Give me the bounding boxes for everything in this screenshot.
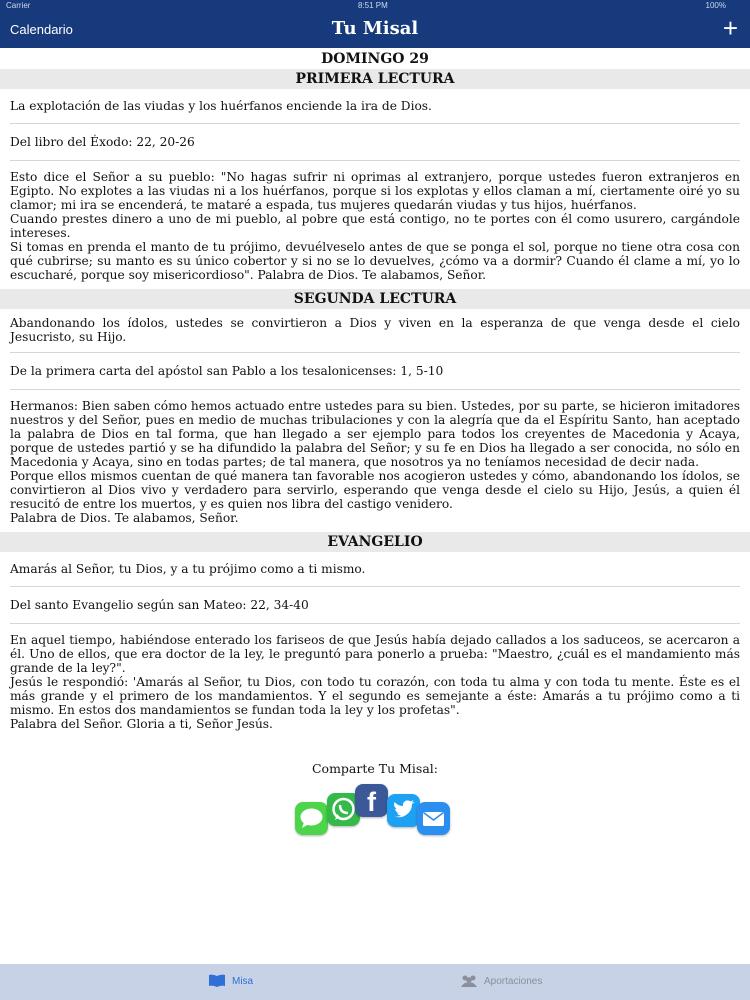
status-battery: 100% [705, 1, 726, 10]
second-reading-summary: Abandonando los ídolos, ustedes se convirtieron a Dios y viven en la esperanza de que venga desde el cielo Jesucristo, su Hijo. [10, 316, 740, 344]
nav-bar [0, 12, 750, 48]
calendar-button[interactable]: Calendario [10, 22, 73, 37]
share-icons [295, 787, 455, 840]
first-reading-text: Esto dice el Señor a su pueblo: "No hagas sufrir ni oprimas al extranjero, porque ustedes fueron extranjeros en Egipto. No explotes a las viudas ni a los huérfanos, porque si los explotas y ellos claman a mí, ciertamente oiré yo su clamor; mi ira se encenderá, te mataré a espada, tus mujeres quedarán viudas y tus hijos, huérfanos. Cuando prestes dinero a uno de mi pueblo, al pobre que está contigo, no te portes con él como usurero, cargándole intereses. Si tomas en prenda el manto de tu prójimo, devuélveselo antes de que se ponga el sol, porque no tiene otra cosa con qué cubrirse; su manto es su único cobertor y si no se lo devuelves, ¿cómo va a dormir? Cuando él clame a mí, yo lo escucharé, porque soy misericordioso". Palabra de Dios. Te alabamos, Señor. [10, 170, 740, 282]
tab-aportaciones-label: Aportaciones [484, 975, 543, 987]
gospel-reference: Del santo Evangelio según san Mateo: 22, 34-40 [10, 598, 309, 612]
app-title: Tu Misal [331, 18, 419, 39]
first-reading-summary: La explotación de las viudas y los huérfanos enciende la ira de Dios. [10, 99, 432, 113]
tab-aportaciones[interactable] [460, 974, 542, 988]
status-bar [0, 0, 750, 12]
first-reading-reference: Del libro del Éxodo: 22, 20-26 [10, 135, 195, 149]
readings-scroll[interactable] [0, 48, 750, 964]
second-reading-header: SEGUNDA LECTURA [0, 289, 750, 309]
share-label: Comparte Tu Misal: [311, 761, 438, 776]
gospel-text: En aquel tiempo, habiéndose enterado los fariseos de que Jesús había dejado callados a los saduceos, se acercaron a él. Uno de ellos, que era doctor de la ley, le preguntó para ponerlo a prueba: "Maestro, ¿cuál es el mandamiento más grande de la ley?". Jesús le respondió: 'Amarás al Señor, tu Dios, con todo tu corazón, con toda tu alma y con toda tu mente. Éste es el más grande y el primero de los mandamientos. Y el segundo es semejante a éste: Amarás a tu prójimo como a ti mismo. En estos dos mandamientos se fundan toda la ley y los profetas". Palabra del Señor. Gloria a ti, Señor Jesús. [10, 633, 740, 731]
people-icon [460, 974, 478, 988]
mail-icon[interactable] [417, 802, 450, 835]
day-title: DOMINGO 29 [321, 51, 429, 67]
second-reading-reference: De la primera carta del apóstol san Pablo a los tesalonicenses: 1, 5-10 [10, 364, 444, 378]
second-reading-text: Hermanos: Bien saben cómo hemos actuado entre ustedes para su bien. Ustedes, por su parte, se hicieron imitadores nuestros y del Señor, pues en medio de muchas tribulaciones y con la alegría que da el Espíritu Santo, han aceptado la palabra de Dios en tal forma, que han llegado a ser ejemplo para todos los creyentes de Macedonia y Acaya, porque de ustedes partió y se ha difundido la palabra del Señor; y su fe en Dios ha llegado a ser conocida, no sólo en Macedonia y Acaya, sino en todas partes; de tal manera, que nosotros ya no teníamos necesidad de decir nada. Porque ellos mismos cuentan de qué manera tan favorable nos acogieron ustedes y cómo, abandonando los ídolos, se convirtieron al Dios vivo y verdadero para servirlo, esperando que venga desde el cielo su Hijo, Jesús, a quien él resucitó de entre los muertos, y es quien nos libra del castigo venidero. Palabra de Dios. Te alabamos, Señor. [10, 399, 740, 525]
book-icon [208, 974, 226, 988]
gospel-header: EVANGELIO [0, 532, 750, 552]
tab-misa[interactable] [208, 974, 253, 988]
tab-misa-label: Misa [232, 975, 254, 987]
tab-bar [0, 964, 750, 1000]
status-carrier: Carrier [6, 1, 31, 10]
status-time: 8:51 PM [358, 1, 388, 10]
add-button[interactable]: + [722, 13, 738, 43]
first-reading-header: PRIMERA LECTURA [0, 69, 750, 89]
facebook-icon[interactable]: f [355, 784, 388, 817]
messages-icon[interactable] [295, 802, 328, 835]
twitter-icon[interactable] [387, 794, 420, 827]
gospel-summary: Amarás al Señor, tu Dios, y a tu prójimo como a ti mismo. [10, 562, 366, 576]
